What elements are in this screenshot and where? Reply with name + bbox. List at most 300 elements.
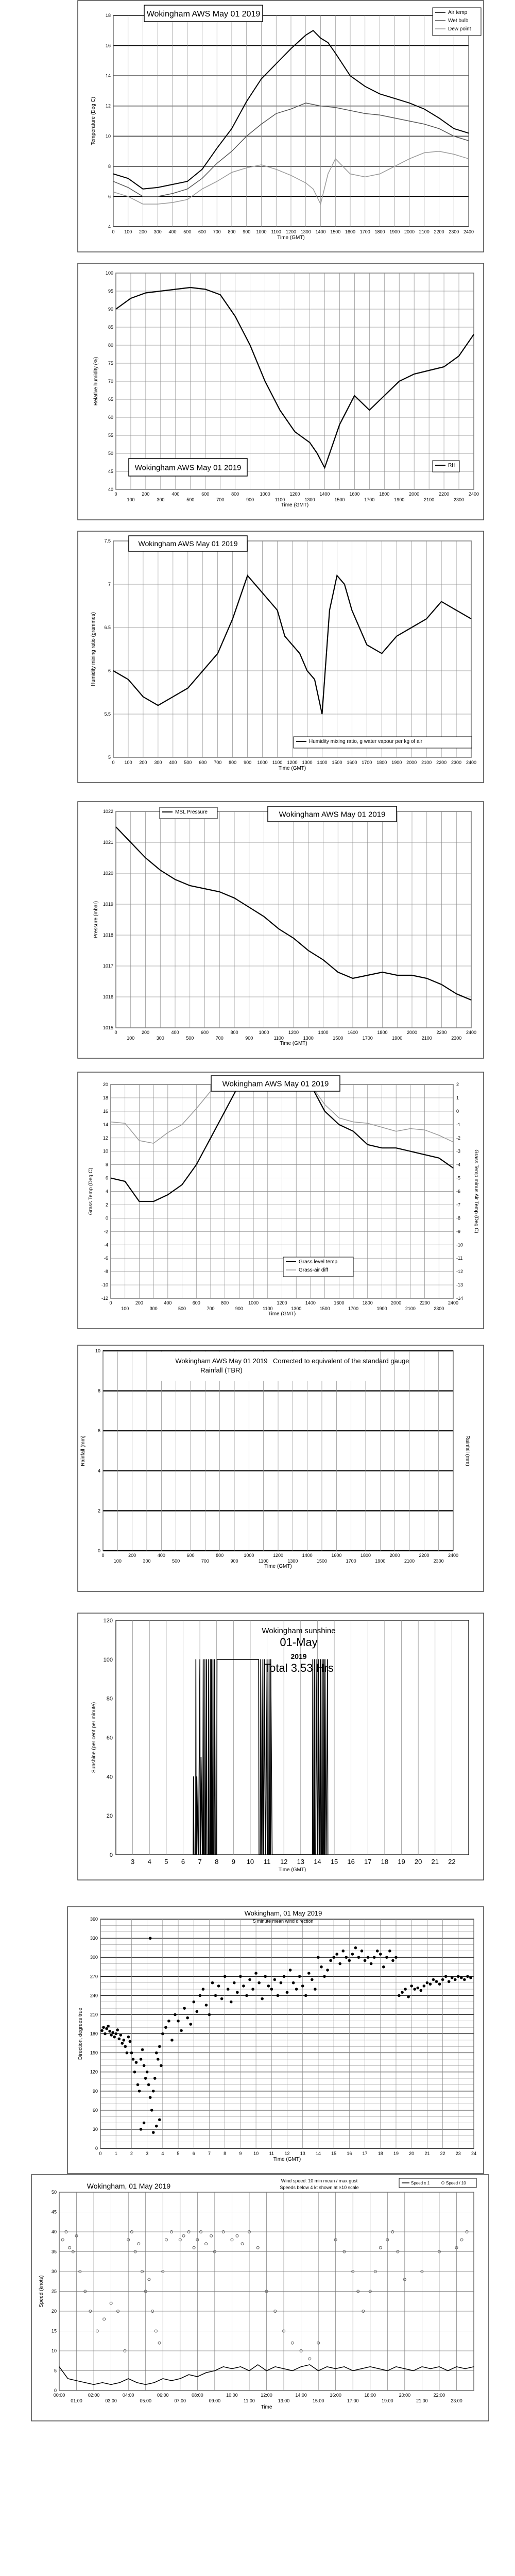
x-tick-label: 2000 bbox=[389, 1553, 400, 1558]
x-tick-label: 1500 bbox=[332, 760, 342, 765]
legend-label: Humidity mixing ratio, g water vapour per kg of air bbox=[309, 739, 423, 744]
direction-point bbox=[158, 2045, 161, 2048]
y-tick-label: 60 bbox=[106, 1735, 113, 1741]
x-tick-label: 2 bbox=[130, 2151, 133, 2156]
legend-label: MSL Pressure bbox=[175, 809, 208, 815]
y-tick-label: 50 bbox=[51, 2190, 57, 2195]
x-tick-label: 100 bbox=[121, 1306, 129, 1311]
direction-point bbox=[367, 1956, 370, 1959]
direction-point bbox=[124, 2045, 127, 2048]
direction-point bbox=[183, 2007, 186, 2010]
x-tick-label: 1600 bbox=[331, 1553, 342, 1558]
direction-point bbox=[111, 2031, 114, 2034]
grass-temp-chart bbox=[77, 1072, 484, 1329]
x-tick-label: 1400 bbox=[315, 229, 326, 234]
x-tick-label: 1300 bbox=[302, 760, 313, 765]
y-axis-label: Grass Temp (Deg C) bbox=[88, 1167, 94, 1215]
x-tick-label: 100 bbox=[124, 229, 132, 234]
direction-point bbox=[426, 1981, 429, 1985]
x-tick-label: 10 bbox=[253, 2151, 259, 2156]
x-tick-label: 600 bbox=[201, 492, 210, 497]
x-tick-label: 1800 bbox=[379, 492, 390, 497]
x-tick-label: 700 bbox=[213, 229, 221, 234]
y2-tick-label: -13 bbox=[456, 1282, 464, 1288]
y-tick-label: 240 bbox=[90, 1993, 98, 1998]
wind-direction-chart-panel bbox=[67, 1906, 484, 2174]
x-tick-label: 500 bbox=[184, 760, 192, 765]
direction-point bbox=[161, 2032, 164, 2036]
mixing-ratio-chart-panel bbox=[77, 531, 484, 783]
x-tick-label: 1700 bbox=[359, 229, 370, 234]
x-tick-label: 13 bbox=[297, 1858, 305, 1866]
series-line-0-point bbox=[196, 1854, 197, 1855]
series-line-0-point bbox=[441, 984, 442, 985]
x-tick-label: 15 bbox=[330, 1858, 338, 1866]
direction-point bbox=[192, 2001, 195, 2004]
series-line-0-point bbox=[145, 857, 146, 858]
x-tick-label: 1400 bbox=[305, 1300, 316, 1306]
direction-point bbox=[407, 1995, 410, 1998]
direction-point bbox=[357, 1956, 360, 1959]
y-tick-label: 10 bbox=[102, 1148, 108, 1154]
series-line-0-point bbox=[456, 2366, 457, 2367]
chart-title: Wokingham AWS May 01 2019 bbox=[279, 810, 386, 819]
x-tick-label: 24 bbox=[471, 2151, 477, 2156]
direction-point bbox=[301, 1985, 304, 1988]
direction-point bbox=[463, 1978, 466, 1981]
direction-point bbox=[233, 1981, 236, 1985]
y2-tick-label: 1 bbox=[456, 1095, 459, 1100]
direction-point bbox=[138, 2090, 141, 2093]
y-tick-label: 100 bbox=[105, 270, 113, 276]
x-tick-label: 13 bbox=[300, 2151, 305, 2156]
x-tick-label: 4 bbox=[147, 1858, 151, 1866]
y-tick-label: 1015 bbox=[102, 1025, 113, 1030]
series-line-0-point bbox=[204, 888, 205, 889]
y-tick-label: 210 bbox=[90, 2012, 98, 2018]
x-tick-label: 01:00 bbox=[71, 2398, 82, 2403]
x-tick-label: 1000 bbox=[248, 1300, 259, 1306]
x-tick-label: 9 bbox=[231, 1858, 235, 1866]
series-line-0-point bbox=[196, 1164, 197, 1165]
x-tick-label: 2400 bbox=[448, 1553, 459, 1558]
y-axis-label: Sunshine (per cent per minute) bbox=[91, 1702, 97, 1773]
y-tick-label: 10 bbox=[95, 1348, 100, 1353]
x-tick-label: 14:00 bbox=[295, 2393, 307, 2398]
rainfall-chart-panel bbox=[77, 1345, 484, 1592]
x-tick-label: 1800 bbox=[374, 229, 385, 234]
x-axis-label: Time (GMT) bbox=[278, 1867, 306, 1873]
direction-point bbox=[152, 2131, 155, 2134]
series-line-0-point bbox=[465, 2368, 466, 2369]
series-line-0-point bbox=[456, 993, 457, 994]
x-tick-label: 00:00 bbox=[53, 2393, 65, 2398]
legend-label: Dew point bbox=[448, 26, 471, 32]
x-tick-label: 1700 bbox=[362, 760, 372, 765]
y-tick-label: 1019 bbox=[102, 902, 113, 907]
series-line-0-point bbox=[313, 1854, 314, 1855]
direction-point bbox=[435, 1980, 438, 1983]
series-line-0-point bbox=[263, 1854, 264, 1855]
y-tick-label: 16 bbox=[105, 43, 111, 48]
y-tick-label: 1016 bbox=[102, 994, 113, 999]
series-line-0-point bbox=[206, 2372, 207, 2373]
series-line-0-point bbox=[202, 670, 203, 671]
x-tick-label: 900 bbox=[246, 497, 254, 502]
series-line-0-point bbox=[203, 1854, 204, 1855]
y-tick-label: 18 bbox=[105, 13, 111, 18]
x-tick-label: 500 bbox=[172, 1558, 180, 1564]
x-tick-label: 1500 bbox=[319, 1306, 330, 1311]
x-tick-label: 16 bbox=[347, 1858, 355, 1866]
y-tick-label: 30 bbox=[92, 2126, 98, 2132]
y-tick-label: 1022 bbox=[102, 809, 113, 814]
direction-point bbox=[116, 2028, 119, 2031]
y-axis-label: Relative humidity (%) bbox=[93, 357, 99, 406]
direction-point bbox=[129, 2040, 132, 2043]
y-tick-label: 8 bbox=[105, 1162, 108, 1167]
direction-point bbox=[254, 1972, 258, 1975]
x-tick-label: 2300 bbox=[449, 229, 459, 234]
series-line-0-point bbox=[267, 1854, 268, 1855]
x-tick-label: 1900 bbox=[389, 229, 400, 234]
series-line-0-point bbox=[335, 53, 336, 54]
y-tick-label: 45 bbox=[51, 2209, 57, 2215]
series-line-0-point bbox=[167, 1194, 168, 1195]
x-tick-label: 2000 bbox=[406, 1030, 418, 1035]
x-tick-label: 1000 bbox=[256, 229, 267, 234]
direction-point bbox=[220, 1997, 224, 2001]
y-tick-label: 70 bbox=[108, 379, 113, 384]
x-tick-label: 100 bbox=[127, 497, 135, 502]
x-tick-label: 8 bbox=[224, 2151, 227, 2156]
series-line-0-point bbox=[128, 2378, 129, 2379]
series-line-2-point bbox=[276, 169, 277, 170]
series-line-0-point bbox=[193, 1776, 194, 1777]
direction-point bbox=[105, 2027, 108, 2030]
x-tick-label: 6 bbox=[181, 1858, 185, 1866]
x-tick-label: 400 bbox=[171, 1030, 179, 1035]
y-tick-label: 120 bbox=[103, 1618, 113, 1624]
direction-point bbox=[292, 1981, 295, 1985]
x-tick-label: 2400 bbox=[463, 229, 474, 234]
y-tick-label: 1017 bbox=[102, 963, 113, 969]
x-tick-label: 1600 bbox=[349, 492, 360, 497]
x-tick-label: 2000 bbox=[404, 229, 415, 234]
chart-title: Wokingham AWS May 01 2019 bbox=[175, 1357, 268, 1365]
series-line-2-point bbox=[172, 202, 173, 203]
series-line-0-point bbox=[324, 467, 325, 468]
direction-point bbox=[429, 1982, 432, 1986]
x-tick-label: 400 bbox=[168, 229, 177, 234]
y2-tick-label: -14 bbox=[456, 1296, 464, 1301]
x-tick-label: 400 bbox=[171, 492, 180, 497]
direction-point bbox=[317, 1956, 320, 1959]
legend-label: Grass level temp bbox=[299, 1259, 338, 1265]
y-axis-label: Rainfall (mm) bbox=[80, 1435, 86, 1466]
direction-point bbox=[242, 1985, 245, 1988]
x-axis-label: Time (GMT) bbox=[277, 235, 305, 241]
series-line-2-point bbox=[261, 164, 262, 165]
direction-point bbox=[117, 2038, 121, 2041]
x-tick-label: 100 bbox=[127, 1036, 135, 1041]
x-tick-label: 17:00 bbox=[347, 2398, 359, 2403]
direction-point bbox=[140, 2128, 143, 2131]
direction-point bbox=[283, 1975, 286, 1978]
y-tick-label: 100 bbox=[103, 1656, 113, 1663]
direction-point bbox=[332, 1956, 335, 1959]
direction-point bbox=[351, 1953, 354, 1956]
x-tick-label: 1300 bbox=[304, 497, 315, 502]
y-tick-label: 30 bbox=[51, 2269, 57, 2274]
direction-point bbox=[119, 2033, 122, 2037]
direction-point bbox=[460, 1976, 463, 1979]
series-line-0-point bbox=[208, 1854, 209, 1855]
direction-point bbox=[251, 1988, 254, 1991]
direction-point bbox=[143, 2064, 146, 2067]
direction-point bbox=[227, 1988, 230, 1991]
y-tick-label: 18 bbox=[102, 1095, 108, 1100]
x-tick-label: 19 bbox=[398, 1858, 405, 1866]
direction-point bbox=[149, 1937, 152, 1940]
series-line-0-point bbox=[324, 1854, 325, 1855]
series-line-1-point bbox=[246, 136, 247, 137]
y-tick-label: -6 bbox=[104, 1256, 108, 1261]
series-line-1-point bbox=[172, 193, 173, 194]
series-line-0-point bbox=[275, 2366, 276, 2367]
series-line-0-point bbox=[197, 2376, 198, 2377]
direction-point bbox=[298, 1975, 301, 1978]
chart-note: Corrected to equivalent of the standard gauge bbox=[273, 1357, 409, 1365]
y2-tick-label: -10 bbox=[456, 1242, 464, 1248]
x-tick-label: 1300 bbox=[300, 229, 311, 234]
direction-point bbox=[100, 2029, 104, 2032]
y-tick-label: 0 bbox=[109, 1852, 113, 1858]
direction-point bbox=[199, 1994, 202, 1997]
x-tick-label: 300 bbox=[154, 760, 162, 765]
direction-point bbox=[144, 2077, 147, 2080]
legend-label: RH bbox=[448, 463, 456, 468]
direction-point bbox=[410, 1985, 413, 1988]
x-tick-label: 1600 bbox=[347, 760, 357, 765]
x-tick-label: 300 bbox=[149, 1306, 158, 1311]
series-line-2-point bbox=[231, 172, 232, 173]
direction-point bbox=[379, 1953, 382, 1956]
direction-point bbox=[174, 2013, 177, 2016]
series-line-0-point bbox=[361, 2368, 362, 2369]
direction-point bbox=[123, 2039, 126, 2042]
x-tick-label: 17 bbox=[362, 2151, 368, 2156]
series-line-0-point bbox=[93, 2384, 94, 2385]
x-tick-label: 1100 bbox=[274, 497, 285, 502]
x-tick-label: 1400 bbox=[302, 1553, 313, 1558]
x-tick-label: 400 bbox=[169, 760, 177, 765]
x-tick-label: 0 bbox=[112, 229, 115, 234]
series-line-1-point bbox=[367, 1123, 368, 1124]
chart-subtitle: 5 minute mean wind direction bbox=[253, 1919, 314, 1924]
series-line-0-point bbox=[200, 1854, 201, 1855]
y2-tick-label: -6 bbox=[456, 1189, 461, 1194]
series-line-0-point bbox=[212, 1854, 213, 1855]
y-tick-label: 8 bbox=[108, 163, 111, 169]
series-line-1-point bbox=[153, 1143, 154, 1144]
x-tick-label: 400 bbox=[157, 1553, 165, 1558]
wind-direction-chart bbox=[67, 1906, 484, 2174]
direction-point bbox=[248, 1978, 251, 1981]
direction-point bbox=[121, 2042, 124, 2045]
x-tick-label: 11:00 bbox=[244, 2398, 255, 2403]
direction-point bbox=[211, 1981, 214, 1985]
y-tick-label: 10 bbox=[51, 2348, 57, 2353]
y-tick-label: 270 bbox=[90, 1974, 98, 1979]
series-line-0-point bbox=[136, 2382, 137, 2383]
x-tick-label: 2400 bbox=[448, 1300, 459, 1306]
direction-point bbox=[127, 2036, 130, 2039]
y-tick-label: 60 bbox=[92, 2107, 98, 2113]
x-tick-label: 2000 bbox=[409, 492, 420, 497]
y-tick-label: 4 bbox=[108, 224, 111, 229]
x-tick-label: 06:00 bbox=[157, 2393, 169, 2398]
direction-point bbox=[157, 2058, 160, 2061]
direction-point bbox=[224, 1975, 227, 1978]
x-tick-label: 1900 bbox=[376, 1306, 387, 1311]
series-line-0-point bbox=[384, 395, 385, 396]
direction-point bbox=[391, 1959, 394, 1962]
x-tick-label: 2100 bbox=[405, 1306, 416, 1311]
y-tick-label: -10 bbox=[101, 1282, 108, 1288]
direction-point bbox=[373, 1956, 376, 1959]
x-axis-label: Time (GMT) bbox=[280, 1041, 307, 1046]
x-tick-label: 7 bbox=[198, 1858, 202, 1866]
x-tick-label: 900 bbox=[244, 760, 252, 765]
direction-point bbox=[208, 2013, 211, 2016]
direction-point bbox=[345, 1956, 348, 1959]
direction-point bbox=[323, 1975, 326, 1978]
series-line-0-point bbox=[215, 1854, 216, 1855]
x-tick-label: 16:00 bbox=[330, 2393, 341, 2398]
direction-point bbox=[289, 1969, 292, 1972]
x-tick-label: 200 bbox=[139, 760, 147, 765]
y-tick-label: 40 bbox=[51, 2229, 57, 2234]
x-tick-label: 12 bbox=[284, 2151, 290, 2156]
direction-point bbox=[423, 1985, 426, 1988]
direction-point bbox=[432, 1978, 435, 1981]
series-line-0-point bbox=[367, 1144, 368, 1145]
humidity-chart bbox=[77, 263, 484, 520]
direction-point bbox=[364, 1959, 367, 1962]
series-line-0-point bbox=[217, 653, 218, 654]
series-line-1-point bbox=[324, 1104, 325, 1105]
y-tick-label: 300 bbox=[90, 1955, 98, 1960]
direction-point bbox=[457, 1975, 460, 1978]
x-tick-label: 1800 bbox=[376, 760, 387, 765]
x-tick-label: 100 bbox=[124, 760, 132, 765]
direction-point bbox=[416, 1987, 419, 1990]
x-tick-label: 14 bbox=[314, 1858, 321, 1866]
x-tick-label: 19:00 bbox=[382, 2398, 393, 2403]
y-tick-label: 180 bbox=[90, 2031, 98, 2037]
series-line-0-point bbox=[262, 592, 263, 593]
series-line-1-point bbox=[276, 113, 277, 114]
series-line-2-point bbox=[246, 167, 247, 168]
direction-point bbox=[110, 2033, 113, 2037]
x-tick-label: 2100 bbox=[404, 1558, 415, 1564]
x-tick-label: 1100 bbox=[271, 229, 281, 234]
direction-point bbox=[141, 2048, 144, 2052]
x-tick-label: 500 bbox=[183, 229, 192, 234]
y-tick-label: 6 bbox=[108, 194, 111, 199]
series-line-0-point bbox=[313, 30, 314, 31]
direction-point bbox=[258, 1981, 261, 1985]
x-tick-label: 800 bbox=[231, 492, 239, 497]
direction-point bbox=[217, 1985, 220, 1988]
direction-point bbox=[264, 1975, 267, 1978]
direction-point bbox=[401, 1991, 404, 1994]
direction-point bbox=[326, 1969, 329, 1972]
x-tick-label: 600 bbox=[200, 1030, 209, 1035]
x-tick-label: 2200 bbox=[419, 1300, 430, 1306]
x-tick-label: 2200 bbox=[436, 1030, 447, 1035]
direction-point bbox=[354, 1946, 357, 1950]
x-tick-label: 700 bbox=[207, 1306, 215, 1311]
series-line-0-point bbox=[344, 2366, 345, 2367]
wind-speed-chart-panel bbox=[31, 2174, 489, 2421]
x-tick-label: 1700 bbox=[364, 497, 375, 502]
y-tick-label: 150 bbox=[90, 2050, 98, 2056]
y2-tick-label: -5 bbox=[456, 1175, 461, 1181]
y-tick-label: 16 bbox=[102, 1108, 108, 1114]
y-tick-label: 5.5 bbox=[104, 711, 111, 717]
x-tick-label: 5 bbox=[177, 2151, 180, 2156]
x-tick-label: 200 bbox=[135, 1300, 143, 1306]
x-tick-label: 22 bbox=[440, 2151, 445, 2156]
x-tick-label: 20:00 bbox=[399, 2393, 411, 2398]
y-tick-label: 50 bbox=[108, 451, 113, 456]
x-tick-label: 14 bbox=[315, 2151, 321, 2156]
x-tick-label: 7 bbox=[208, 2151, 211, 2156]
direction-point bbox=[311, 1978, 314, 1981]
x-tick-label: 600 bbox=[192, 1300, 200, 1306]
x-tick-label: 11 bbox=[263, 1858, 271, 1866]
x-tick-label: 0 bbox=[101, 1553, 105, 1558]
legend-label: Grass-air diff bbox=[299, 1267, 329, 1273]
x-tick-label: 1500 bbox=[334, 497, 345, 502]
legend-label: Wet bulb bbox=[448, 18, 469, 24]
y-tick-label: -4 bbox=[104, 1242, 108, 1248]
x-tick-label: 10:00 bbox=[226, 2393, 238, 2398]
y-tick-label: 2 bbox=[97, 1508, 100, 1514]
direction-point bbox=[454, 1978, 457, 1981]
direction-point bbox=[149, 2096, 152, 2099]
series-line-0-point bbox=[326, 1854, 327, 1855]
y-tick-label: -12 bbox=[101, 1296, 108, 1301]
y-tick-label: 14 bbox=[105, 73, 111, 79]
direction-point bbox=[140, 2058, 143, 2061]
chart-subtitle: 01-May bbox=[280, 1636, 318, 1649]
title-area bbox=[154, 1352, 371, 1381]
direction-point bbox=[195, 2010, 198, 2013]
x-tick-label: 1900 bbox=[394, 497, 405, 502]
direction-point bbox=[413, 1988, 416, 1991]
x-tick-label: 2000 bbox=[391, 1300, 402, 1306]
x-tick-label: 800 bbox=[216, 1553, 224, 1558]
series-line-0-point bbox=[413, 2370, 414, 2371]
series-line-0-point bbox=[458, 355, 459, 356]
y-tick-label: 2 bbox=[105, 1202, 108, 1208]
y-tick-label: 90 bbox=[108, 307, 113, 312]
x-tick-label: 2300 bbox=[433, 1558, 444, 1564]
y-axis-label: Pressure (mbar) bbox=[93, 901, 99, 939]
